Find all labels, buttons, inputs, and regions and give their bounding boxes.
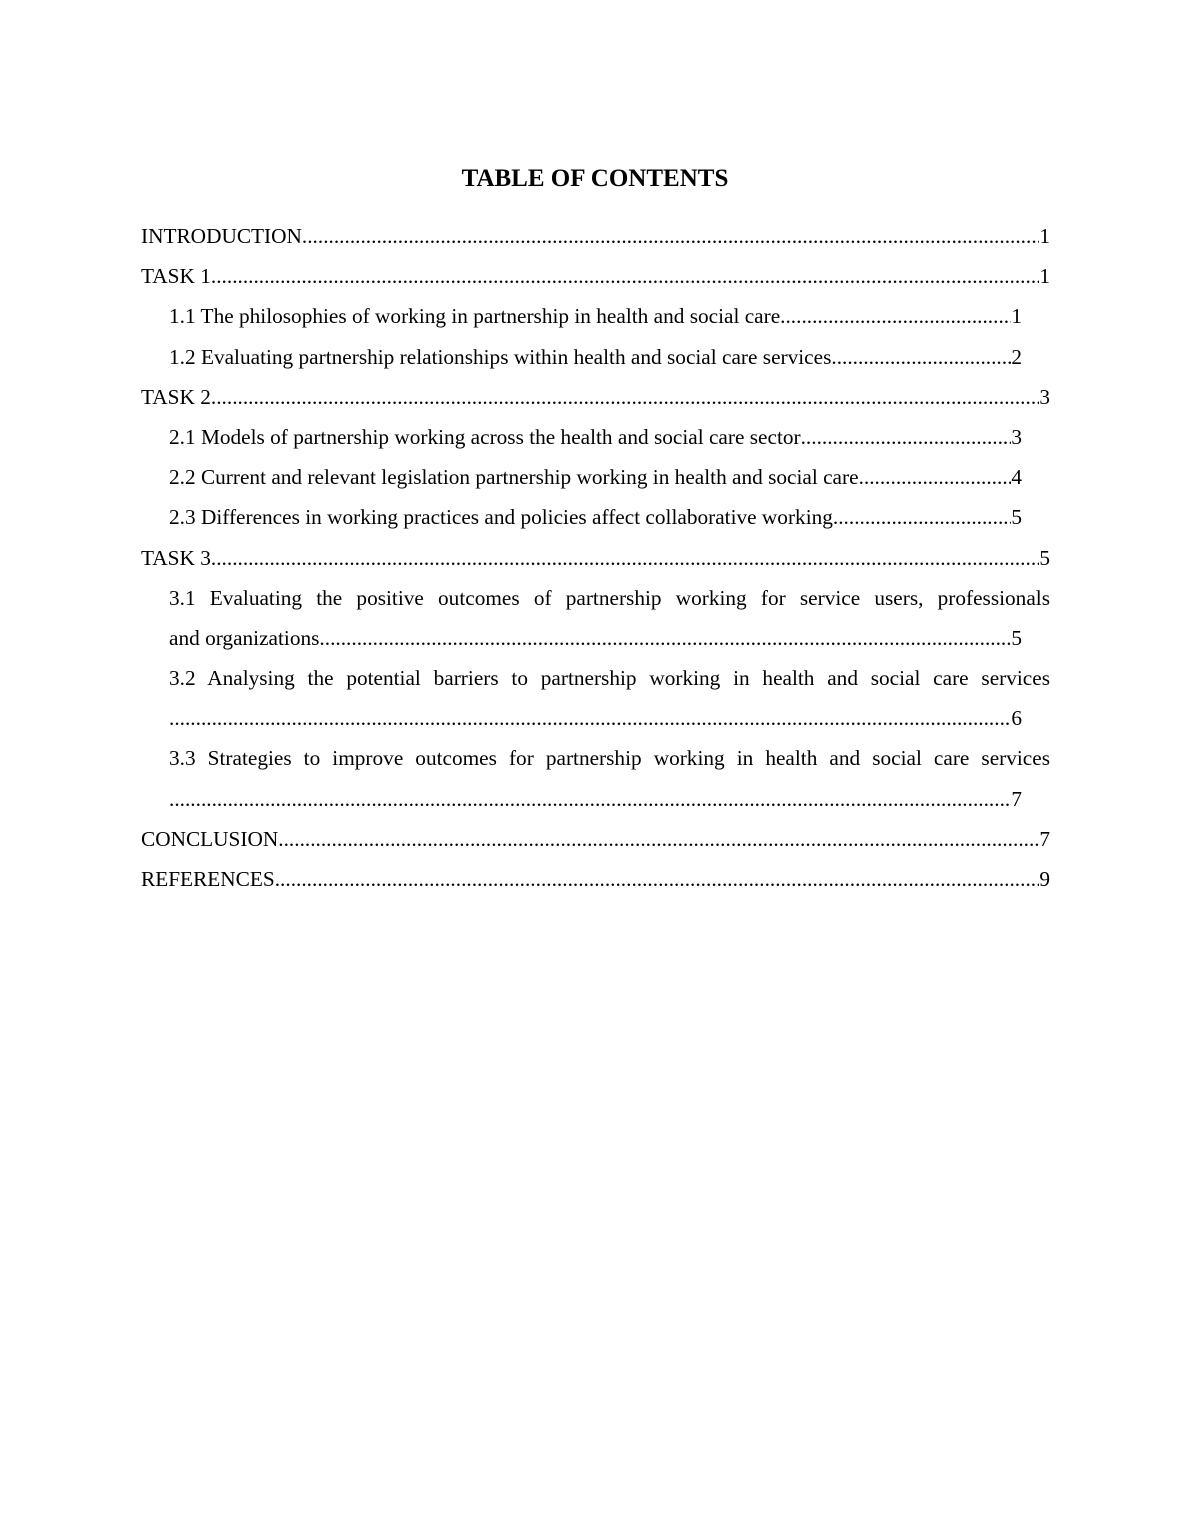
toc-entry-text: 1.1 The philosophies of working in partnership in health and social care	[169, 304, 781, 329]
toc-entry-3-3-line2[interactable]	[169, 779, 1022, 819]
toc-entry-text: 3.3 Strategies to improve outcomes for partnership working in health and social care services	[169, 746, 1050, 771]
toc-entry-3-2-line1[interactable]	[169, 658, 1050, 698]
toc-leader-dots	[780, 296, 1011, 336]
toc-page-number: 6	[1011, 706, 1022, 731]
toc-entry-text: 3.2 Analysing the potential barriers to partnership working in health and social care services	[169, 666, 1050, 691]
toc-page-number: 5	[1039, 545, 1050, 570]
toc-page-number: 1	[1039, 264, 1050, 289]
toc-entry-3-1-line1[interactable]	[169, 578, 1050, 618]
toc-leader-dots	[833, 497, 1011, 537]
toc-entry-text: TASK 2	[141, 384, 211, 409]
toc-leader-dots	[169, 779, 1011, 819]
toc-page-number: 1	[1011, 304, 1022, 329]
toc-entry-text: REFERENCES	[141, 867, 275, 891]
toc-leader-dots	[831, 337, 1011, 377]
toc-entry-task-3[interactable]	[141, 538, 1050, 578]
toc-entry-conclusion[interactable]	[141, 819, 1050, 859]
toc-entry-text: CONCLUSION	[141, 826, 279, 851]
toc-entry-1-2[interactable]	[169, 337, 1022, 377]
table-of-contents	[141, 216, 1050, 899]
toc-entry-text: 2.1 Models of partnership working across the health and social care sector	[169, 424, 801, 449]
toc-entry-3-3-line1[interactable]	[169, 738, 1050, 778]
toc-page-number: 9	[1039, 867, 1050, 891]
toc-page-number: 5	[1011, 625, 1022, 650]
toc-entry-text: 2.3 Differences in working practices and policies affect collaborative working	[169, 505, 833, 530]
toc-entry-1-1[interactable]	[169, 296, 1022, 336]
toc-leader-dots	[801, 417, 1012, 457]
toc-leader-dots	[302, 216, 1039, 256]
toc-entry-text: 3.1 Evaluating the positive outcomes of partnership working for service users, professionals	[169, 585, 1050, 610]
toc-leader-dots	[859, 457, 1012, 497]
toc-page-number: 3	[1039, 384, 1050, 409]
toc-entry-3-1-line2[interactable]	[169, 618, 1022, 658]
toc-entry-task-2[interactable]	[141, 377, 1050, 417]
page-title: TABLE OF CONTENTS	[461, 165, 729, 192]
toc-entry-text: TASK 1	[141, 264, 211, 289]
toc-entry-text: 2.2 Current and relevant legislation partnership working in health and social care	[169, 465, 859, 490]
toc-leader-dots	[169, 698, 1011, 738]
toc-entry-task-1[interactable]	[141, 256, 1050, 296]
toc-entry-3-2-line2[interactable]	[169, 698, 1022, 738]
toc-page-number: 3	[1011, 424, 1022, 449]
toc-page-number: 1	[1039, 224, 1050, 248]
toc-leader-dots	[275, 859, 1040, 899]
toc-page-number: 5	[1011, 505, 1022, 530]
toc-page-number: 7	[1039, 826, 1050, 851]
toc-leader-dots	[211, 538, 1039, 578]
toc-entry-2-3[interactable]	[169, 497, 1022, 537]
toc-entry-2-2[interactable]	[169, 457, 1022, 497]
toc-entry-2-1[interactable]	[169, 417, 1022, 457]
toc-entry-text: TASK 3	[141, 545, 211, 570]
toc-entry-text: and organizations	[169, 625, 320, 650]
toc-leader-dots	[278, 819, 1039, 859]
toc-leader-dots	[319, 618, 1011, 658]
toc-leader-dots	[211, 256, 1039, 296]
toc-entry-text: INTRODUCTION	[141, 224, 302, 248]
toc-entry-introduction[interactable]	[141, 216, 1050, 256]
toc-entry-text: 1.2 Evaluating partnership relationships within health and social care services	[169, 344, 832, 369]
toc-leader-dots	[211, 377, 1039, 417]
toc-page-number: 2	[1011, 344, 1022, 369]
toc-page-number: 4	[1011, 465, 1022, 490]
toc-entry-references[interactable]	[141, 859, 1050, 899]
toc-page-number: 7	[1011, 786, 1022, 811]
